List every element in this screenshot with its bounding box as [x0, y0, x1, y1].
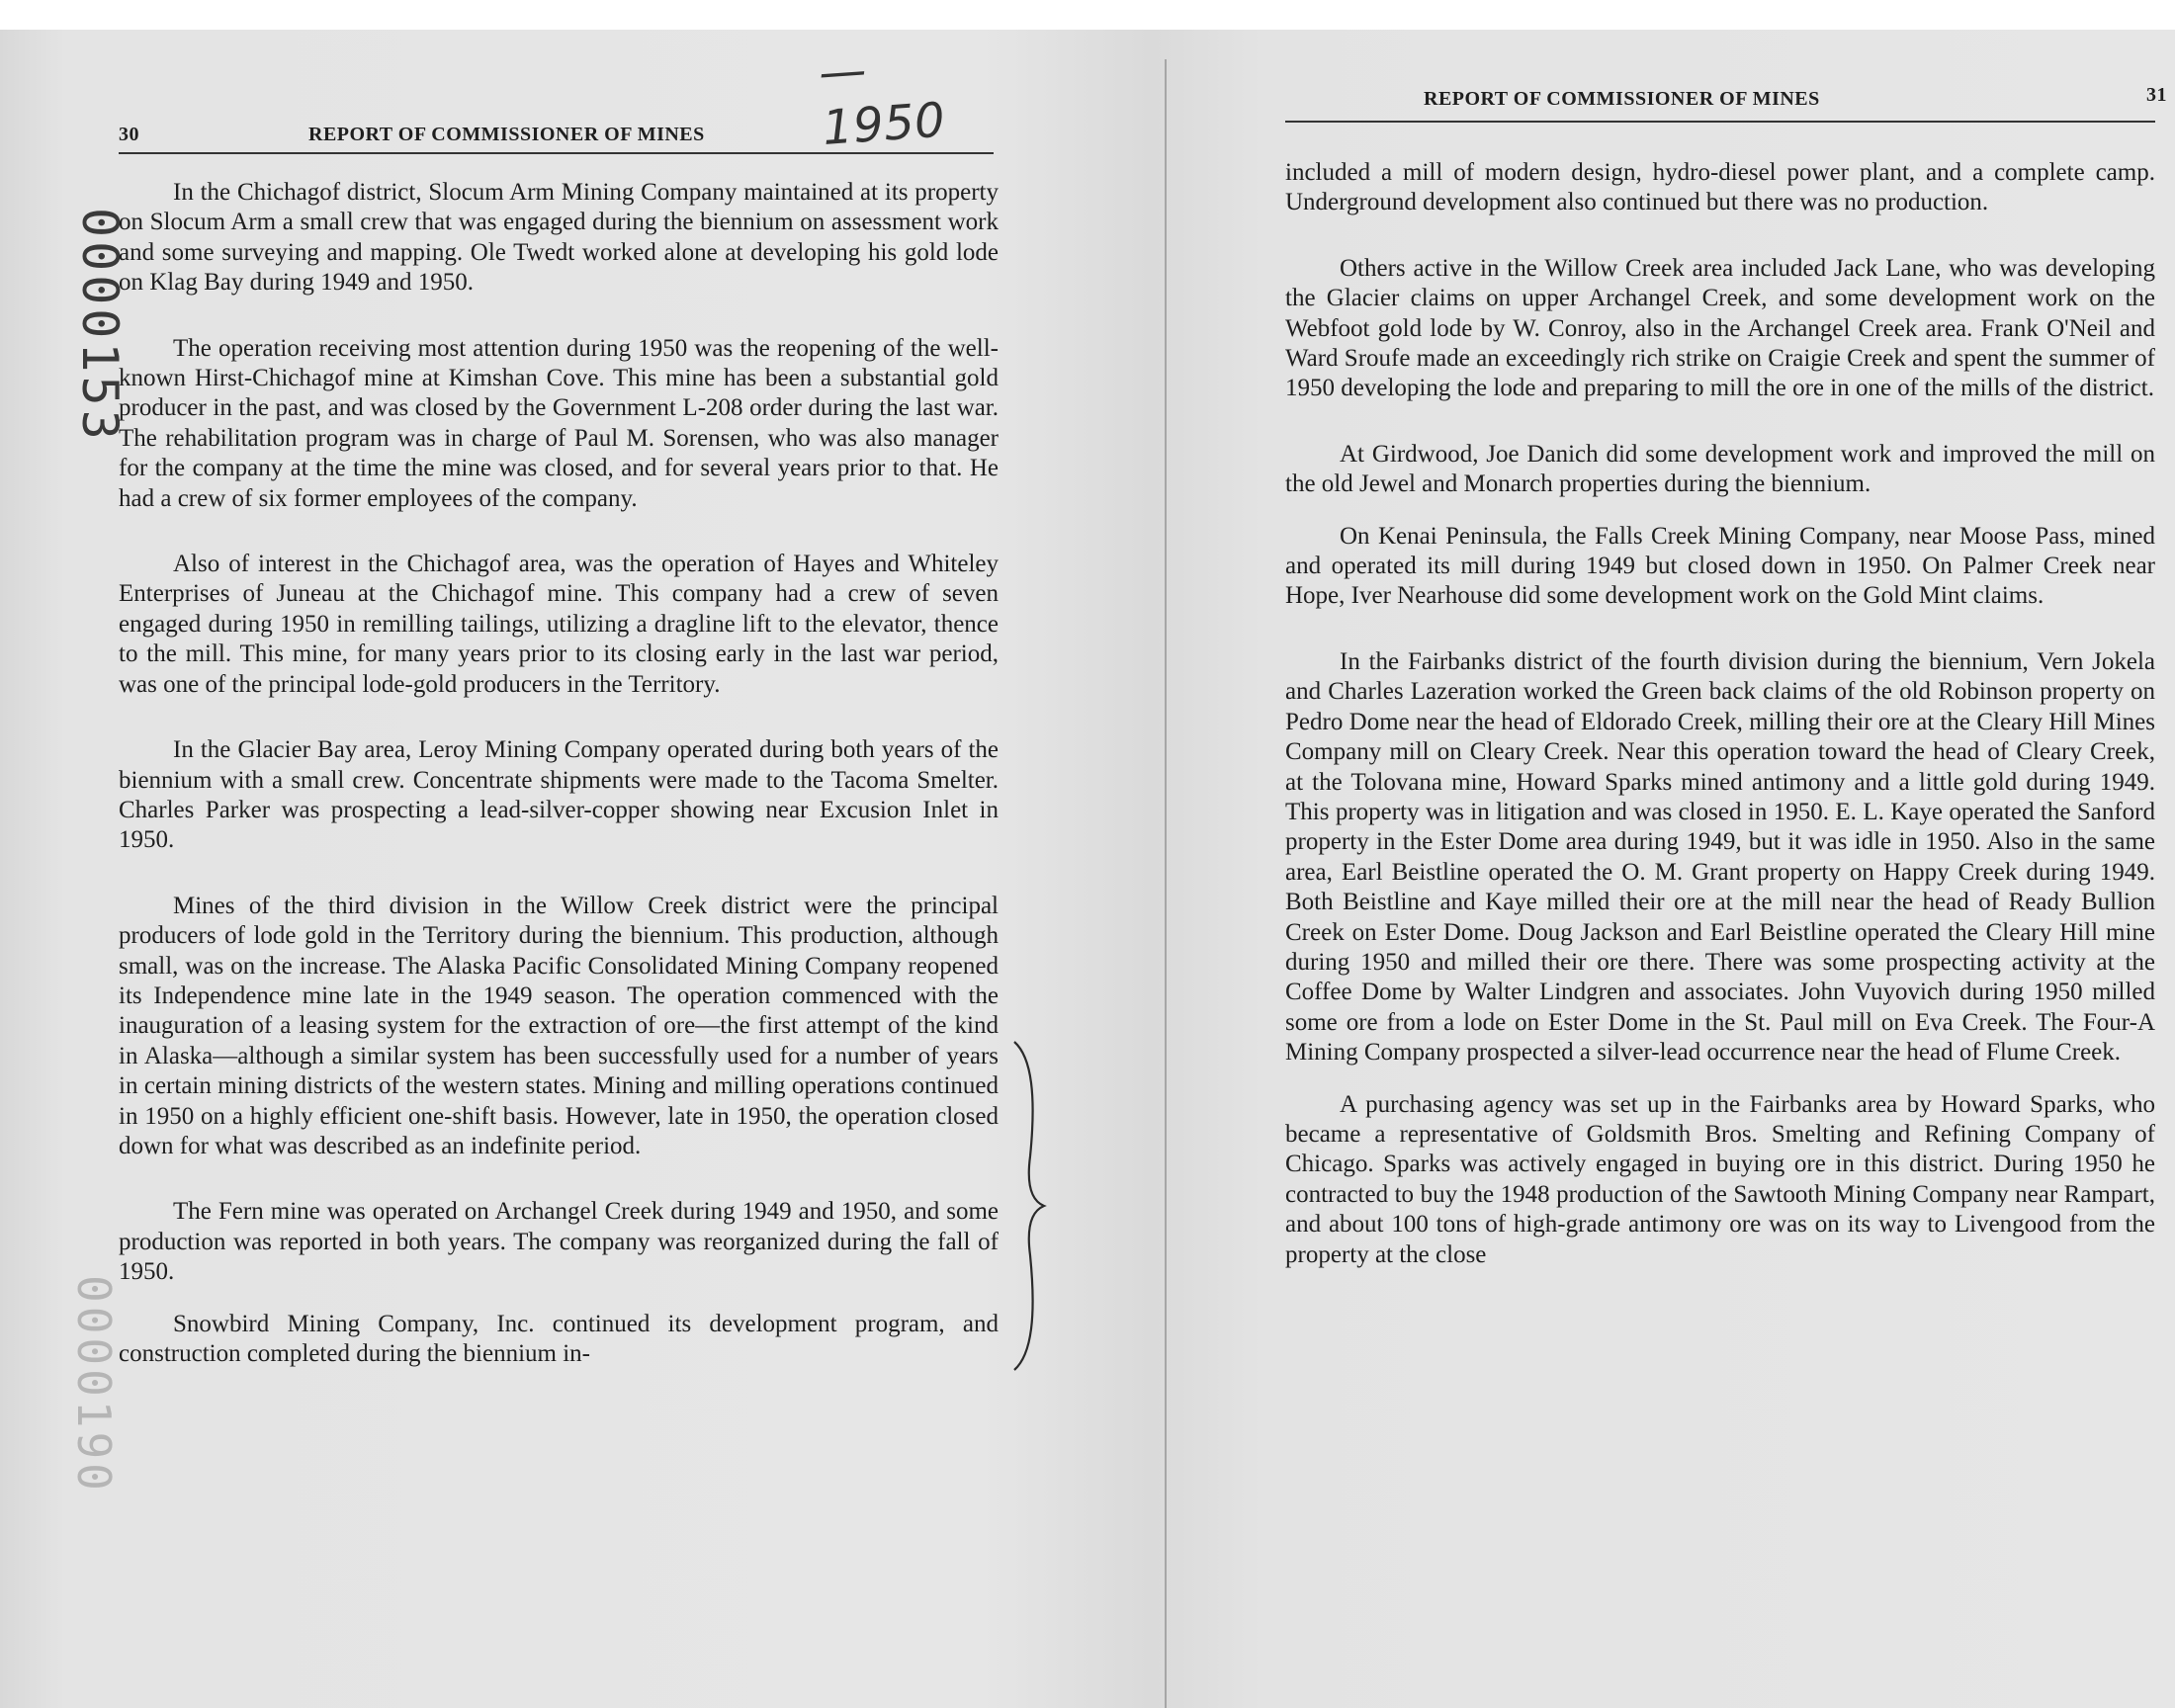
paragraph: Snowbird Mining Company, Inc. continued its development program, and construction completed during the biennium in-	[119, 1310, 999, 1367]
right-running-title: REPORT OF COMMISSIONER OF MINES	[1424, 88, 1820, 110]
paragraph: The Fern mine was operated on Archangel Creek during 1949 and 1950, and some production was reported in both years. The company was reorganized during the fall of 1950.	[119, 1198, 999, 1286]
paragraph: The operation receiving most attention during 1950 was the reopening of the well-known Hirst-Chichagof mine at Kimshan Cove. This mine has been a substantial gold producer in the past, and was closed by the Government L-208 order during the last war. The rehabilitation program was in charge of Paul M. Sorensen, who was also manager for the company at the time the mine was closed, and for several years prior to that. He had a crew of six former employees of the company.	[119, 334, 999, 512]
right-page	[1167, 0, 2175, 1708]
paragraph: In the Fairbanks district of the fourth division during the biennium, Vern Jokela and Charles Lazeration worked the Green back claims of the old Robinson property on Pedro Dome near the head of Eldorado Creek, milling their ore at the Cleary Hill Mines Company mill on Cleary Creek. Near this operation toward the head of Cleary Creek, at the Tolovana mine, Howard Sparks mined antimony and a little gold during 1949. This property was in litigation and was closed in 1950. E. L. Kaye operated the Sanford property in the Ester Dome area during 1949, but it was idle in 1950. Also in the same area, Earl Beistline operated the O. M. Grant property on Happy Creek during 1949. Both Beistline and Kaye milled their ore at the mill near the head of Ready Bullion Creek on Ester Dome. Doug Jackson and Earl Beistline operated the Cleary Hill mine during 1950 and milled their ore there. There was some prospecting activity at the Coffee Dome by Walter Lindgren and associates. John Vuyovich during 1950 milled some ore from a lode on Ester Dome in the St. Paul mill on Eva Creek. The Four-A Mining Company prospected a silver-lead occurrence near the head of Flume Creek.	[1285, 647, 2155, 1067]
handwritten-year: — 1950	[817, 42, 947, 156]
stamp-number: 0000153	[71, 208, 129, 444]
left-page-number: 30	[119, 124, 139, 145]
margin-brace-mark	[1010, 1038, 1050, 1374]
paragraph: At Girdwood, Joe Danich did some development work and improved the mill on the old Jewel and Monarch properties during the biennium.	[1285, 440, 2155, 498]
paragraph: In the Chichagof district, Slocum Arm Mining Company maintained at its property on Slocum Arm a small crew that was engaged during the biennium on assessment work and some surveying and mapping. Ole Twedt worked alone at developing his gold lode on Klag Bay during 1949 and 1950.	[119, 179, 999, 297]
paragraph: included a mill of modern design, hydro-diesel power plant, and a complete camp. Underground development also continued but there was no production.	[1285, 159, 2155, 216]
faint-stamp: 0000190	[67, 1275, 121, 1494]
left-running-title: REPORT OF COMMISSIONER OF MINES	[308, 124, 705, 145]
paragraph: On Kenai Peninsula, the Falls Creek Mining Company, near Moose Pass, mined and operated its mill during 1949 but closed down in 1950. On Palmer Creek near Hope, Iver Nearhouse did some development work on the Gold Mint claims.	[1285, 522, 2155, 610]
paragraph: Mines of the third division in the Willow Creek district were the principal producers of lode gold in the Territory during the biennium. This production, although small, was on the increase. The Alaska Pacific Consolidated Mining Company reopened its Independence mine late in the 1949 season. The operation commenced with the inauguration of a leasing system for the extraction of ore—the first attempt of the kind in Alaska—although a similar system has been successfully used for a number of years in certain mining districts of the western states. Mining and milling operations continued in 1950 on a highly efficient one-shift basis. However, late in 1950, the operation closed down for what was described as an indefinite period.	[119, 892, 999, 1159]
right-column	[1285, 158, 2155, 1306]
right-page-number: 31	[2146, 84, 2167, 106]
paragraph: Also of interest in the Chichagof area, was the operation of Hayes and Whiteley Enterprises of Juneau at the Chichagof mine. This company had a crew of seven engaged during 1950 in remilling tailings, utilizing a dragline lift to the elevator, thence to the mill. This mine, for many years prior to its closing early in the last war period, was one of the principal lode-gold producers in the Territory.	[119, 551, 999, 698]
right-page-header	[1285, 79, 2167, 123]
left-column	[119, 178, 999, 1405]
paragraph: A purchasing agency was set up in the Fairbanks area by Howard Sparks, who became a representative of Goldsmith Bros. Smelting and Refining Company of Chicago. Sparks was actively engaged in buying ore in this district. During 1950 he contracted to buy the 1948 production of the Sawtooth Mining Company near Rampart, and about 100 tons of high-grade antimony ore was on its way to Livengood from the property at the close	[1285, 1090, 2155, 1268]
paragraph: Others active in the Willow Creek area included Jack Lane, who was developing the Glacier claims on upper Archangel Creek, and some development work on the Webfoot gold lode by W. Conroy, also in the Archangel Creek area. Frank O'Neil and Ward Sroufe made an exceedingly rich strike on Craigie Creek and spent the summer of 1950 developing the lode and preparing to mill the ore in one of the mills of the district.	[1285, 254, 2155, 402]
paragraph: In the Glacier Bay area, Leroy Mining Company operated during both years of the biennium with a small crew. Concentrate shipments were made to the Tacoma Smelter. Charles Parker was prospecting a lead-silver-copper showing near Excusion Inlet in 1950.	[119, 736, 999, 854]
left-page-header	[119, 42, 994, 156]
